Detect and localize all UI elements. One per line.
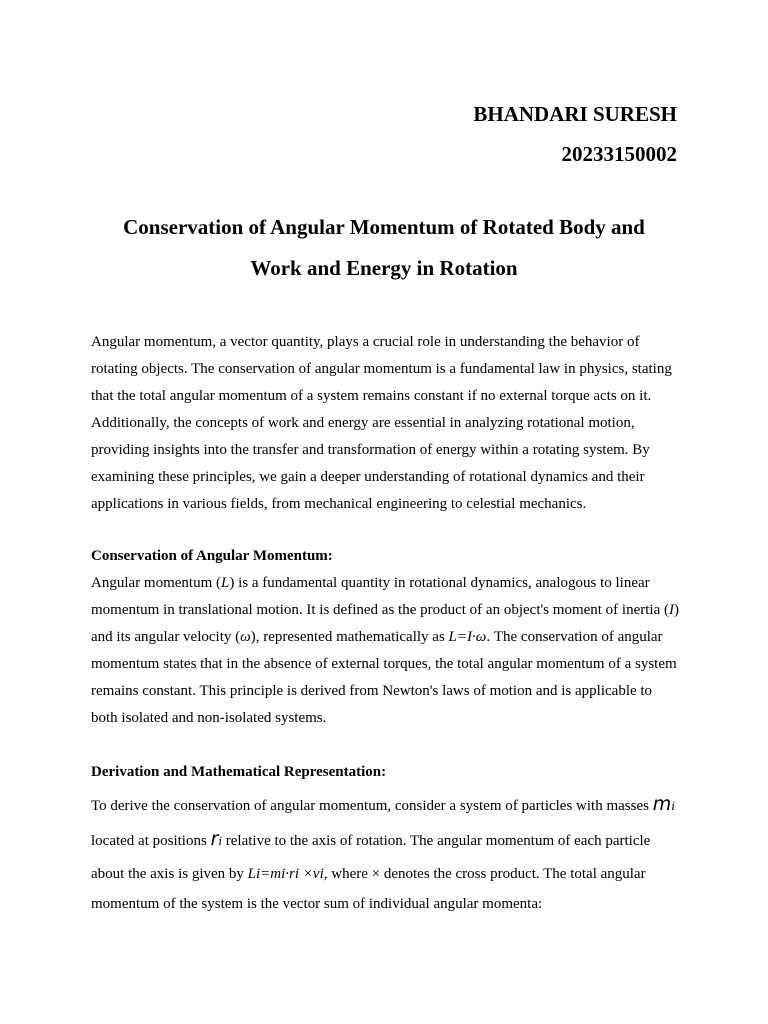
author-name: BHANDARI SURESH [473, 102, 677, 126]
subscript-i: i [671, 798, 675, 813]
section-heading-derivation: Derivation and Mathematical Representation: [91, 764, 387, 780]
title-line-1: Conservation of Angular Momentum of Rotated Body and [123, 215, 645, 239]
title-line-2: Work and Energy in Rotation [250, 256, 518, 280]
symbol-omega: ω [240, 629, 251, 645]
text-run: located at positions [91, 833, 211, 849]
derivation-line-2 [91, 823, 681, 858]
derivation-line-3 [91, 858, 681, 891]
section-heading-conservation: Conservation of Angular Momentum: [91, 548, 333, 564]
derivation-line-4: momentum of the system is the vector sum of individual angular momenta: [91, 896, 543, 912]
text-run: ) and its angular velocity ( [91, 602, 679, 645]
symbol-m: m [652, 793, 672, 815]
subscript-i: i [218, 833, 222, 848]
text-run: Angular momentum ( [91, 575, 221, 591]
derivation-line-1 [91, 788, 681, 823]
student-id: 20233150002 [561, 142, 677, 166]
text-run: relative to the axis of rotation. The angular momentum of each particle [222, 833, 651, 849]
formula-particle-momentum: Li=mi·ri ×vi [247, 866, 324, 882]
text-run: , where × denotes the cross product. The total angular [323, 866, 646, 882]
section-paragraph-conservation [91, 570, 681, 732]
section-paragraph-derivation [91, 788, 681, 917]
symbol-r: r [210, 828, 219, 850]
author-block [473, 94, 677, 174]
document-title [60, 207, 708, 289]
formula-angular-momentum: L=I·ω [448, 629, 487, 645]
text-run: ), represented mathematically as [250, 629, 449, 645]
text-run-about: about the axis is given by [91, 866, 248, 882]
text-run: . The conservation of angular momentum states that in the absence of external torques, the total angular momentum of a system remains constant. This principle is derived from Newton's laws of motion and is applicable to both isolated and non-isolated systems. [91, 629, 677, 726]
symbol-I: I [668, 602, 674, 618]
symbol-L: L [220, 575, 230, 591]
text-run: ) is a fundamental quantity in rotational dynamics, analogous to linear momentum in translational motion. It is defined as the product of an object's moment of inertia ( [91, 575, 669, 618]
intro-paragraph: Angular momentum, a vector quantity, plays a crucial role in understanding the behavior of rotating objects. The conservation of angular momentum is a fundamental law in physics, stating that the total angular momentum of a system remains constant if no external torque acts on it. Additionally, the concepts of work and energy are essential in analyzing rotational motion, providing insights into the transfer and transformation of energy within a rotating system. By examining these principles, we gain a deeper understanding of rotational dynamics and their applications in various fields, from mechanical engineering to celestial mechanics. [91, 334, 672, 512]
text-run: To derive the conservation of angular momentum, consider a system of particles with masses [91, 798, 653, 814]
